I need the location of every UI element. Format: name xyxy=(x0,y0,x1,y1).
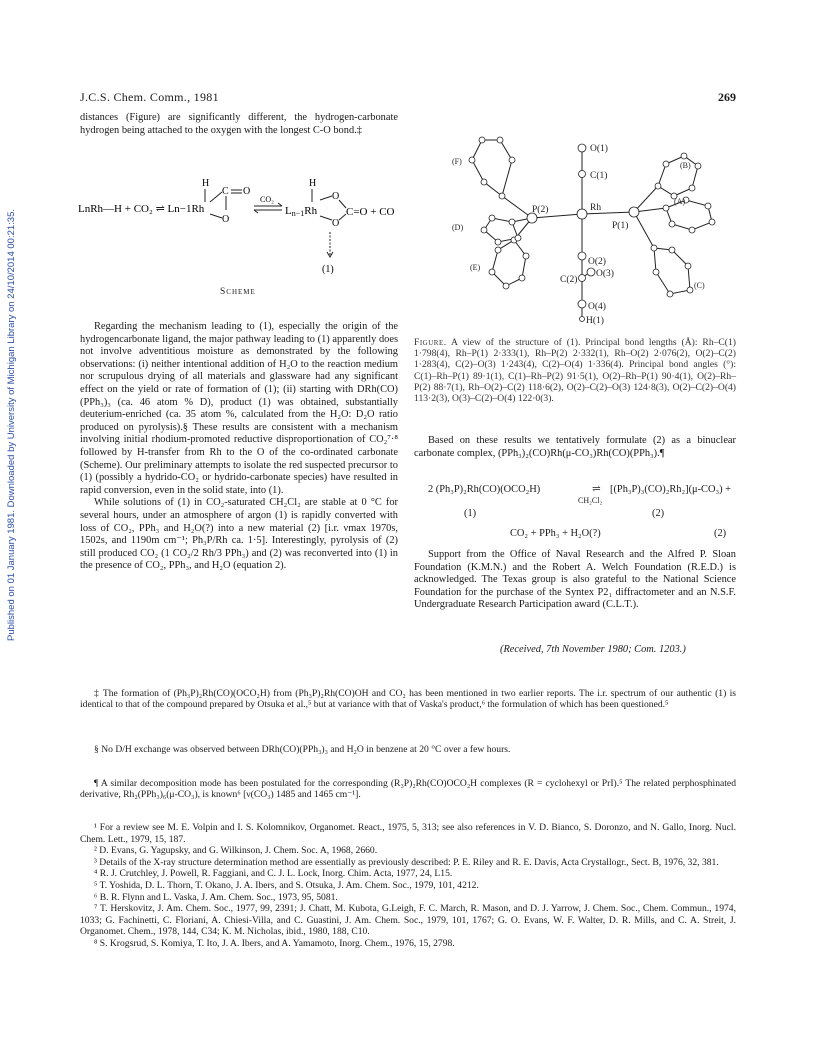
figure-caption-text: A view of the structure of (1). Principal bond lengths (Å): Rh–C(1) 1·798(4), Rh–P(1) 2·333(1), Rh–P(2) 2·332(1), Rh–O(2) 2·076(2), O(2)–C(2) 1·283(4), C(2)–O(3) 1·243(4), C(2)–O(4) 1·336(4). Principal bond angles (°): C(1)–Rh–P(1) 89·1(1), C(1)–Rh–P(2) 91·5(1), O(2)–Rh–P(1) 90·4(1), O(2)–Rh–P(2) 88·7(1), Rh–O(2)–C(2) 118·6(2), O(2)–C(2)–O(3) 124·8(3), O(2)–C(2)–O(4) 113·2(3), O(3)–C(2)–O(4) 122·0(3). xyxy=(414,337,736,405)
running-head: J.C.S. Chem. Comm., 1981 xyxy=(80,90,219,104)
acknowledgement-paragraph: Support from the Office of Naval Research and the Alfred P. Sloan Foundation (K.M.N.) and the Robert A. Welch Foundation (R.E.D.) is acknowledged. The Texas group is also grateful to the National Science Foundation for the purchase of the Syntex P2₁ diffractometer and an N.S.F. Undergraduate Research Participation award (C.L.T.). xyxy=(414,549,736,611)
solution-paragraph: While solutions of (1) in CO₂-saturated CH₂Cl₂ are stable at 0 °C for several hours, under an atmosphere of argon (1) is rapidly converted with loss of CO₂, PPh₃ and H₂O(?) into a new material (2) [i.r. νmax 1970s, 1502s, and 1190m cm⁻¹; Ph₃P/Rh ca. 1·5]. Interestingly, pyrolysis of (2) still produced CO₂ (1 CO₂/2 Rh/3 PPh₃) and (2) was reconverted into (1) in the presence of CO₂, PPh₃, and H₂O (equation 2). xyxy=(80,497,398,572)
ring-label-f: (F) xyxy=(452,157,462,166)
bond-line xyxy=(320,196,332,200)
atom-label-o3: O(3) xyxy=(596,269,614,279)
ring-label-e: (E) xyxy=(470,263,481,272)
bond-line xyxy=(210,192,222,202)
atom-label-o2: O(2) xyxy=(588,257,606,267)
reference-item: ² D. Evans, G. Yagupsky, and G. Wilkinson, J. Chem. Soc. A, 1968, 2660. xyxy=(94,845,378,857)
scheme-caption: Scheme xyxy=(220,287,256,297)
bond-line xyxy=(339,200,346,208)
atom-label-h1: H(1) xyxy=(586,316,604,326)
bond-line xyxy=(339,214,346,220)
mechanism-paragraph: Regarding the mechanism leading to (1), especially the origin of the hydrogencarbonate ligand, the major pathway leading to (1) apparently does not involve adventitious moisture as demonstrated by the following observations: (i) neither intentional addition of H₂O to the reaction medium nor scrupulous drying of all materials and glassware had any significant effect on the yield or rate of formation of (1); (ii) starting with DRh(CO)(PPh₃)₃ (ca. 46 atom % D), product (1) was obtained, substantially deuterium-enriched (ca. 35 atom %, calculated from the H₂O: D₂O ratio produced on pyrolysis).§ These results are consistent with a mechanism involving initial rhodium-promoted reductive disproportionation of CO₂⁷·⁸ followed by H-transfer from Rh to the O of the co-ordinated carbonate (Scheme). Our preliminary attempts to isolate the red suspected precursor to (1) (possibly a hydrido-CO₂ or hydrido-carbonate species) have resulted in rapid conversion, even in the solid state, into (1). xyxy=(80,321,398,496)
bond-line xyxy=(320,216,332,220)
equation-line2: CO₂ + PPh₃ + H₂O(?) xyxy=(510,528,601,539)
intro-paragraph: distances (Figure) are significantly different, the hydrogen-carbonate hydrogen being attached to the oxygen with the longest C-O bond.‡ xyxy=(80,112,398,136)
footnote-pilcrow xyxy=(80,778,736,801)
scheme-left-text: LnRh—H + CO₂ ⇌ Ln−1Rh xyxy=(78,203,205,215)
formulation-paragraph: Based on these results we tentatively formulate (2) as a binuclear carbonate complex, (PPh₃)₂(CO)Rh(μ-CO₃)Rh(CO)(PPh₃).¶ xyxy=(414,435,736,459)
footnote-text: ¶ A similar decomposition mode has been postulated for the corresponding (R₃P)₂Rh(CO)OCO₂H complexes (R = cyclohexyl or PrI).⁵ The related perphosphinated derivative, Rh₂(PPh₃)₆(μ-CO₃), is known⁶ [ν(CO₃) 1485 and 1465 cm⁻¹]. xyxy=(80,778,736,801)
scheme-atom-o4: O xyxy=(332,218,340,229)
equation-right: [(Ph₃P)₃(CO)₂Rh₂](μ-CO₃) + xyxy=(610,484,732,495)
ring-label-d: (D) xyxy=(452,223,464,232)
figure-caption xyxy=(414,337,736,404)
atom-label-p2: P(2) xyxy=(532,205,549,215)
equation-label-2: (2) xyxy=(652,508,665,519)
received-line: (Received, 7th November 1980; Com. 1203.) xyxy=(500,644,686,655)
atom-label-c2: C(2) xyxy=(560,275,578,285)
scheme-ln1rh: Ln−1Rh xyxy=(285,205,318,218)
reference-item: ¹ For a review see M. E. Volpin and I. S. Kolomnikov, Organomet. React., 1975, 5, 313; see also references in V. D. Bianco, S. Doronzo, and N. Gallo, Inorg. Nucl. Chem. Lett., 1979, 15, 187. xyxy=(80,822,736,845)
scheme-product-label: (1) xyxy=(322,264,334,275)
reference-item: ⁵ T. Yoshida, D. L. Thorn, T. Okano, J. A. Ibers, and S. Otsuka, J. Am. Chem. Soc., 1979, 101, 4212. xyxy=(94,879,479,891)
scheme-right-tail: C=O + CO xyxy=(346,206,395,218)
equation-solvent: CH₂Cl₂ xyxy=(578,496,603,505)
page-number: 269 xyxy=(718,90,736,104)
footnote-text: § No D/H exchange was observed between DRh(CO)(PPh₃)₃ and H₂O in benzene at 20 °C over a few hours. xyxy=(94,744,511,755)
reference-item: ⁷ T. Herskovitz, J. Am. Chem. Soc., 1977, 99, 2391; J. Chatt, M. Kubota, G.Leigh, F. C. March, R. Mason, and D. J. Yarrow, J. Chem. Soc., Chem. Commun., 1974, 1033; G. Fachinetti, C. Floriani, A. Chiesi-Villa, and C. Guastini, J. Am. Chem. Soc., 1979, 101, 1767; G. O. Evans, W. F. Walter, D. R. Mills, and C. A. Streit, J. Organomet. Chem., 1978, 144, C34; K. M. Nicholas, ibid., 1980, 188, C10. xyxy=(80,903,736,938)
ring-label-b: (B) xyxy=(680,161,691,170)
equation-label-1: (1) xyxy=(464,508,477,519)
atom-label-o1: O(1) xyxy=(590,144,608,154)
scheme-atom-h1: H xyxy=(202,178,210,189)
scheme-atom-o3: O xyxy=(332,191,340,202)
reference-item: ⁸ S. Krogsrud, S. Komiya, T. Ito, J. A. Ibers, and A. Yamamoto, Inorg. Chem., 1976, 15, 2798. xyxy=(94,937,455,949)
right-para1-block xyxy=(414,435,736,460)
equation-arrow: ⇌ xyxy=(592,484,601,495)
atom-label-o4: O(4) xyxy=(588,302,606,312)
reference-item: ⁶ B. R. Flynn and L. Vaska, J. Am. Chem. Soc., 1973, 95, 5081. xyxy=(94,891,338,903)
bond-line xyxy=(210,214,222,218)
reference-list xyxy=(80,822,736,950)
left-intro xyxy=(80,112,398,137)
scheme-atom-h2: H xyxy=(309,178,317,189)
atom-label-c1: C(1) xyxy=(590,171,608,181)
equation-number: (2) xyxy=(714,528,727,539)
acknowledgement-block xyxy=(414,549,736,612)
equation-left: 2 (Ph₃P)₂Rh(CO)(OCO₂H) xyxy=(428,484,541,495)
ring-label-a: (A) xyxy=(674,197,686,206)
figure-caption-label: Figure. xyxy=(414,337,447,348)
scheme-atom-o2: O xyxy=(222,214,230,225)
reference-item: ³ Details of the X-ray structure determination method are essentially as previously described: P. E. Riley and R. E. Davis, Acta Crystallogr., Sect. B, 1976, 32, 381. xyxy=(94,856,719,868)
download-watermark: Published on 01 January 1981. Downloaded by University of Michigan Library on 24/10/2014 00:21:35. xyxy=(6,209,17,642)
footnote-text: ‡ The formation of (Ph₃P)₂Rh(CO)(OCO₂H) from (Ph₃P)₂Rh(CO)OH and CO₂ has been mentioned in two earlier reports. The i.r. spectrum of our authentic (1) is identical to that of the compound prepared by Otsuka et al.,⁵ but at variance with that of Vaska's product,⁶ the formulation of which has been questioned.⁵ xyxy=(80,688,736,711)
molecular-structure-figure xyxy=(442,126,732,336)
atom-label-p1: P(1) xyxy=(612,221,629,231)
footnote-section xyxy=(80,744,736,755)
scheme-atom-c1: C xyxy=(222,186,229,197)
atom-label-rh: Rh xyxy=(590,203,602,213)
footnote-dagger xyxy=(80,688,736,711)
reaction-scheme xyxy=(76,174,406,284)
scheme-atom-o1: O xyxy=(243,186,251,197)
ring-label-c: (C) xyxy=(694,281,705,290)
scheme-arrow-label: CO₂ xyxy=(260,195,274,204)
reference-item: ⁴ R. J. Crutchley, J. Powell, R. Faggiani, and C. J. L. Lock, Inorg. Chim. Acta, 1977, 24, L15. xyxy=(94,868,453,880)
left-body xyxy=(80,321,398,573)
